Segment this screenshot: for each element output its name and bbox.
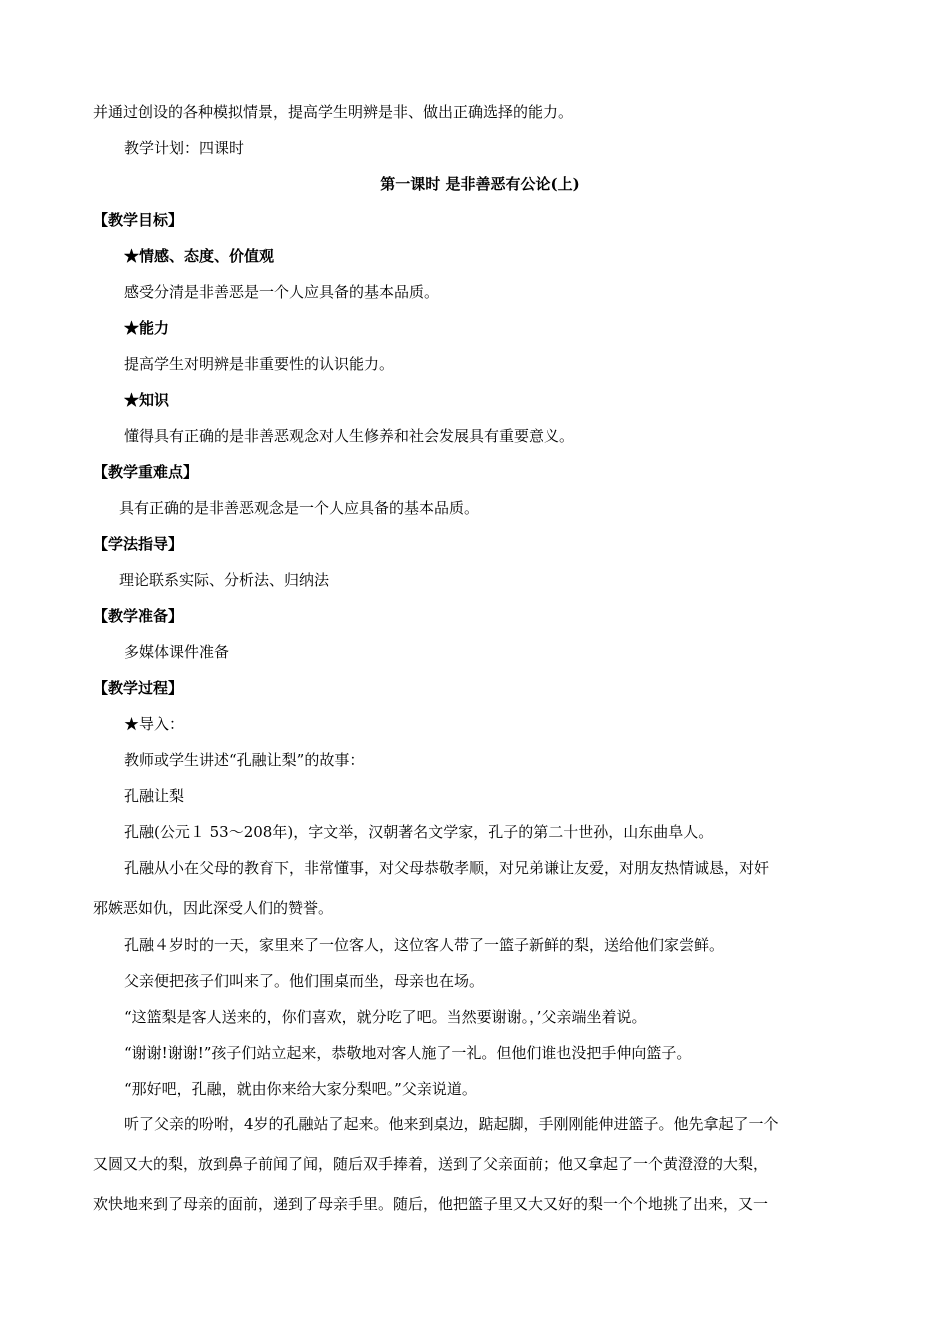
method-text: 理论联系实际、分析法、归纳法 xyxy=(119,571,330,589)
intro-marker: ★导入： xyxy=(124,715,185,733)
plan-line: 教学计划：四课时 xyxy=(124,139,245,157)
goal-emotion-text: 感受分清是非善恶是一个人应具备的基本品质。 xyxy=(124,283,440,301)
story-paragraph-1: 孔融(公元１ 53～208年)，字文举，汉朝著名文学家，孔子的第二十世孙，山东曲阜人。 xyxy=(124,823,714,841)
story-paragraph-7: “那好吧，孔融，就由你来给大家分梨吧。”父亲说道。 xyxy=(124,1080,477,1098)
goal-ability-heading: ★能力 xyxy=(124,319,170,337)
lesson-title xyxy=(0,174,950,194)
goal-ability-text: 提高学生对明辨是非重要性的认识能力。 xyxy=(124,355,395,373)
story-paragraph-8-line-3: 欢快地来到了母亲的面前，递到了母亲手里。随后，他把篮子里又大又好的梨一个个地挑了出来，又一 xyxy=(93,1195,769,1213)
goals-heading: 【教学目标】 xyxy=(93,211,184,229)
lesson-title-text: 第一课时 是非善恶有公论(上) xyxy=(380,175,580,193)
process-heading: 【教学过程】 xyxy=(93,679,184,697)
story-paragraph-8-line-1: 听了父亲的吩咐，4岁的孔融站了起来。他来到桌边，踮起脚，手刚刚能伸进篮子。他先拿起了一个 xyxy=(124,1115,779,1133)
goal-emotion-heading: ★情感、态度、价值观 xyxy=(124,247,275,265)
method-heading: 【学法指导】 xyxy=(93,535,184,553)
prep-heading: 【教学准备】 xyxy=(93,607,184,625)
key-points-heading: 【教学重难点】 xyxy=(93,463,199,481)
goal-knowledge-text: 懂得具有正确的是非善恶观念对人生修养和社会发展具有重要意义。 xyxy=(124,427,575,445)
story-title: 孔融让梨 xyxy=(124,787,185,805)
story-prompt: 教师或学生讲述“孔融让梨”的故事： xyxy=(124,751,365,769)
story-paragraph-3: 孔融４岁时的一天，家里来了一位客人，这位客人带了一篮子新鲜的梨，送给他们家尝鲜。 xyxy=(124,936,725,954)
story-paragraph-6: “谢谢!谢谢!”孩子们站立起来，恭敬地对客人施了一礼。但他们谁也没把手伸向篮子。 xyxy=(124,1044,692,1062)
story-paragraph-8-line-2: 又圆又大的梨，放到鼻子前闻了闻，随后双手捧着，送到了父亲面前；他又拿起了一个黄澄澄的大梨， xyxy=(93,1155,769,1173)
key-points-text: 具有正确的是非善恶观念是一个人应具备的基本品质。 xyxy=(119,499,480,517)
goal-knowledge-heading: ★知识 xyxy=(124,391,170,409)
intro-line: 并通过创设的各种模拟情景，提高学生明辨是非、做出正确选择的能力。 xyxy=(93,103,574,121)
prep-text: 多媒体课件准备 xyxy=(124,643,230,661)
story-paragraph-5: “这篮梨是客人送来的，你们喜欢，就分吃了吧。当然要谢谢。，’父亲端坐着说。 xyxy=(124,1008,647,1026)
story-paragraph-4: 父亲便把孩子们叫来了。他们围桌而坐，母亲也在场。 xyxy=(124,972,485,990)
story-paragraph-2-line-2: 邪嫉恶如仇，因此深受人们的赞誉。 xyxy=(93,899,334,917)
story-paragraph-2-line-1: 孔融从小在父母的教育下，非常懂事，对父母恭敬孝顺，对兄弟谦让友爱，对朋友热情诚恳，对奸 xyxy=(124,859,770,877)
